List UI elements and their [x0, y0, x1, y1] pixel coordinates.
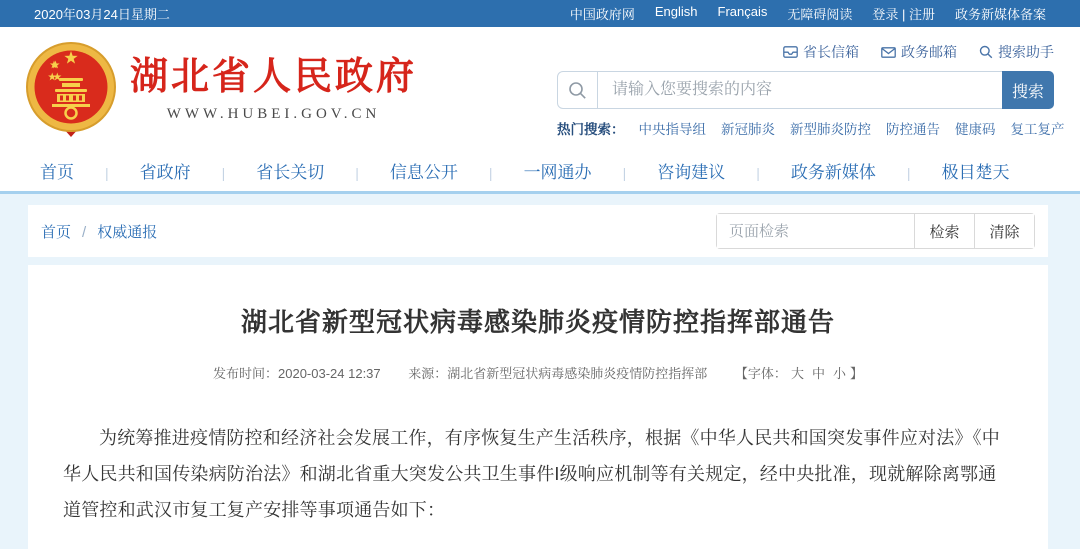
topbar: [0, 0, 1080, 27]
publish-time: 发布时间：2020-03-24 12:37: [213, 366, 381, 381]
quick-links: [557, 42, 1054, 62]
topbar-link[interactable]: 政务新媒体备案: [954, 7, 1046, 22]
article-meta: [63, 363, 1013, 382]
article-source: 来源：湖北省新型冠状病毒感染肺炎疫情防控指挥部: [408, 366, 708, 381]
nav-item[interactable]: | 极目楚天: [876, 158, 1010, 183]
nav-item[interactable]: | 政务新媒体: [725, 158, 876, 183]
breadcrumb: [41, 221, 157, 242]
page-search-button[interactable]: 检索: [914, 214, 974, 248]
site-search-bar: [557, 71, 1054, 109]
national-emblem-icon: [26, 42, 116, 138]
article-body: [63, 420, 1013, 528]
page-search-input[interactable]: [717, 214, 914, 248]
breadcrumb-bar: [28, 205, 1048, 257]
search-helper-link[interactable]: [979, 42, 1054, 62]
nav-item[interactable]: | 一网通办: [458, 158, 592, 183]
breadcrumb-item[interactable]: / 权威通报: [71, 221, 157, 242]
nav-item[interactable]: 首页: [40, 162, 74, 182]
gov-mail-link[interactable]: [881, 42, 957, 62]
nav-item[interactable]: | 省政府: [74, 158, 191, 183]
mail-icon: [881, 47, 896, 58]
nav-item[interactable]: | 省长关切: [191, 158, 325, 183]
site-title-block: [130, 57, 417, 123]
page-search-clear-button[interactable]: 清除: [974, 214, 1034, 248]
font-size-large-button[interactable]: 大: [790, 366, 804, 381]
mailbox-icon: [783, 46, 798, 58]
font-size-suffix: 】: [849, 366, 863, 381]
site-logo[interactable]: [26, 42, 417, 138]
hot-search-keyword[interactable]: 健康码: [955, 122, 996, 137]
quick-link-label: 搜索助手: [998, 44, 1054, 60]
nav-item[interactable]: | 咨询建议: [592, 158, 726, 183]
hot-search-keyword[interactable]: 防控通告: [886, 122, 940, 137]
main-nav: [0, 149, 1080, 194]
article-title: 湖北省新型冠状病毒感染肺炎疫情防控指挥部通告: [240, 307, 835, 337]
search-icon: [558, 72, 598, 108]
hot-search-keywords: [639, 118, 1065, 138]
site-search-button[interactable]: 搜索: [1002, 71, 1054, 109]
page-search-widget: [716, 213, 1035, 249]
topbar-link[interactable]: English: [654, 4, 698, 19]
topbar-links: [570, 4, 1046, 23]
topbar-link[interactable]: 无障碍阅读: [787, 7, 853, 22]
hot-search-keyword[interactable]: 中央指导组: [638, 122, 706, 137]
hot-search-label: 热门搜索：: [557, 122, 625, 137]
quick-link-label: 政务邮箱: [901, 44, 957, 60]
breadcrumb-item[interactable]: 首页: [41, 223, 72, 241]
governor-mailbox-link[interactable]: [783, 42, 859, 62]
font-size-prefix: 【字体：: [734, 366, 787, 381]
hot-search-row: [557, 118, 1065, 138]
hot-search-keyword[interactable]: 新冠肺炎: [721, 122, 775, 137]
hot-search-keyword[interactable]: 复工复产: [1010, 122, 1065, 137]
nav-item[interactable]: | 信息公开: [324, 158, 458, 183]
article-paragraph: 为统筹推进疫情防控和经济社会发展工作，有序恢复生产生活秩序，根据《中华人民共和国突发事件应对法》《中华人民共和国传染病防治法》和湖北省重大突发公共卫生事件I级响应机制等有关规定，经中央批准，现就解除离鄂通道管控和武汉市复工复产安排等事项通告如下：: [63, 428, 1000, 520]
hot-search-keyword[interactable]: 新型肺炎防控: [790, 122, 871, 137]
topbar-date: 2020年03月24日星期二: [34, 7, 170, 22]
site-header: [0, 27, 1080, 149]
quick-link-label: 省长信箱: [803, 44, 859, 60]
font-size-controls: [735, 366, 863, 381]
font-size-medium-button[interactable]: 中: [811, 366, 825, 381]
site-url: WWW.HUBEI.GOV.CN: [166, 105, 381, 122]
topbar-link[interactable]: 中国政府网: [569, 7, 635, 22]
font-size-small-button[interactable]: 小: [832, 366, 846, 381]
topbar-link[interactable]: Français: [717, 4, 768, 19]
search-icon: [979, 45, 993, 59]
site-search-input[interactable]: [598, 72, 1002, 108]
header-right: [557, 42, 1065, 138]
article-panel: [28, 265, 1048, 549]
site-name: 湖北省人民政府: [130, 56, 418, 99]
topbar-link[interactable]: 登录 | 注册: [872, 7, 935, 22]
